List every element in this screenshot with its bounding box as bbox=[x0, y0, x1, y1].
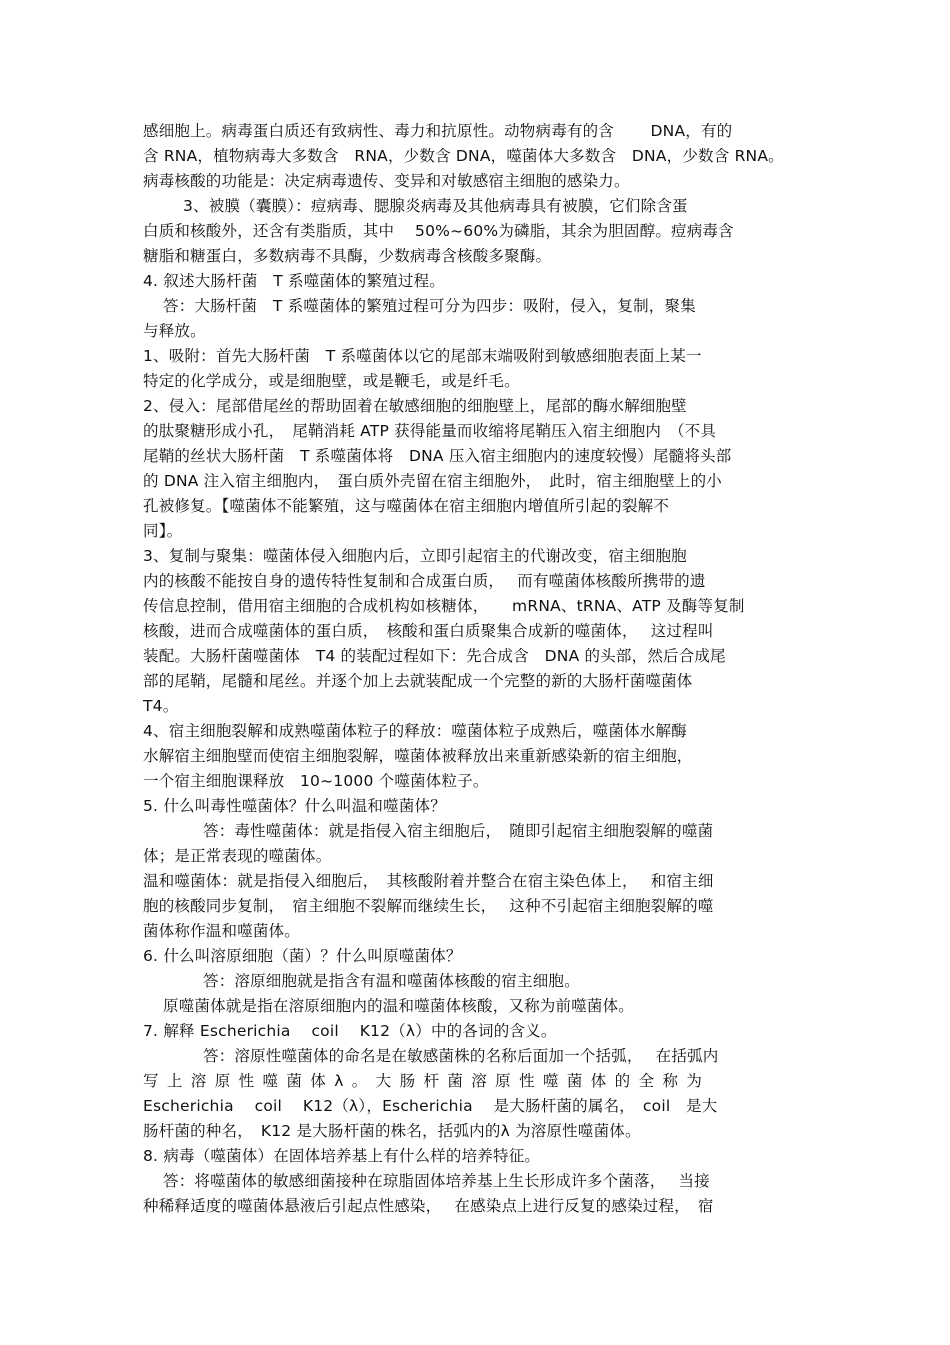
text-line: 3、被膜（囊膜）：痘病毒、腮腺炎病毒及其他病毒具有被膜，它们除含蛋 bbox=[183, 197, 688, 215]
section-heading: 6. 什么叫溶原细胞（菌）？什么叫原噬菌体？ bbox=[143, 947, 462, 965]
text-line: 含 RNA，植物病毒大多数含 RNA，少数含 DNA，噬菌体大多数含 DNA，少数含 RNA。 bbox=[143, 147, 784, 165]
text-line: 写上溶原性噬菌体λ。大肠杆菌溶原性噬菌体的全称为 bbox=[143, 1072, 711, 1090]
text-line: 3、复制与聚集：噬菌体侵入细胞内后，立即引起宿主的代谢改变，宿主细胞胞 bbox=[143, 547, 687, 565]
text-line: 2、侵入：尾部借尾丝的帮助固着在敏感细胞的细胞壁上，尾部的酶水解细胞壁 bbox=[143, 397, 687, 415]
text-line: 与释放。 bbox=[143, 322, 206, 340]
text-line: 传信息控制，借用宿主细胞的合成机构如核糖体， mRNA、tRNA、ATP 及酶等复制 bbox=[143, 597, 745, 615]
section-heading: 7. 解释 Escherichia coil K12（λ）中的各词的含义。 bbox=[143, 1022, 557, 1040]
text-line: 水解宿主细胞壁而使宿主细胞裂解，噬菌体被释放出来重新感染新的宿主细胞， bbox=[143, 747, 693, 765]
text-line: Escherichia coil K12（λ），Escherichia 是大肠杆菌的属名， coil 是大 bbox=[143, 1097, 718, 1115]
text-line: 尾鞘的丝状大肠杆菌 T 系噬菌体将 DNA 压入宿主细胞内的速度较慢）尾髓将头部 bbox=[143, 447, 732, 465]
text-line: 1、吸附：首先大肠杆菌 T 系噬菌体以它的尾部末端吸附到敏感细胞表面上某一 bbox=[143, 347, 702, 365]
text-line: 孔被修复。【噬菌体不能繁殖，这与噬菌体在宿主细胞内增值所引起的裂解不 bbox=[143, 497, 670, 515]
section-heading: 4. 叙述大肠杆菌 T 系噬菌体的繁殖过程。 bbox=[143, 272, 446, 290]
text-line: 同】。 bbox=[143, 522, 183, 540]
text-line: 菌体称作温和噬菌体。 bbox=[143, 922, 301, 940]
text-line: 一个宿主细胞课释放 10~1000 个噬菌体粒子。 bbox=[143, 772, 489, 790]
text-line: 答：毒性噬菌体：就是指侵入宿主细胞后， 随即引起宿主细胞裂解的噬菌 bbox=[203, 822, 714, 840]
text-line: 感细胞上。病毒蛋白质还有致病性、毒力和抗原性。动物病毒有的含 DNA，有的 bbox=[143, 122, 733, 140]
text-line: 胞的核酸同步复制， 宿主细胞不裂解而继续生长， 这种不引起宿主细胞裂解的噬 bbox=[143, 897, 714, 915]
text-line: 核酸，进而合成噬菌体的蛋白质， 核酸和蛋白质聚集合成新的噬菌体， 这过程叫 bbox=[143, 622, 714, 640]
text-line: 答：将噬菌体的敏感细菌接种在琼脂固体培养基上生长形成许多个菌落， 当接 bbox=[163, 1172, 710, 1190]
text-line: 糖脂和糖蛋白，多数病毒不具酶，少数病毒含核酸多聚酶。 bbox=[143, 247, 552, 265]
text-line: 肠杆菌的种名， K12 是大肠杆菌的株名，括弧内的λ 为溶原性噬菌体。 bbox=[143, 1122, 641, 1140]
text-line: 的肽聚糖形成小孔， 尾鞘消耗 ATP 获得能量而收缩将尾鞘压入宿主细胞内 （不具 bbox=[143, 422, 717, 440]
text-line: 温和噬菌体：就是指侵入细胞后， 其核酸附着并整合在宿主染色体上， 和宿主细 bbox=[143, 872, 714, 890]
text-line: 原噬菌体就是指在溶原细胞内的温和噬菌体核酸，又称为前噬菌体。 bbox=[163, 997, 635, 1015]
text-line: 装配。大肠杆菌噬菌体 T4 的装配过程如下：先合成含 DNA 的头部，然后合成尾 bbox=[143, 647, 726, 665]
text-line: 白质和核酸外，还含有类脂质，其中 50%~60%为磷脂，其余为胆固醇。痘病毒含 bbox=[143, 222, 734, 240]
section-heading: 5. 什么叫毒性噬菌体？什么叫温和噬菌体？ bbox=[143, 797, 446, 815]
text-line: 种稀释适度的噬菌体悬液后引起点性感染， 在感染点上进行反复的感染过程， 宿 bbox=[143, 1197, 714, 1215]
text-line: 答：溶原性噬菌体的命名是在敏感菌株的名称后面加一个括弧， 在括弧内 bbox=[203, 1047, 719, 1065]
text-line: 4、宿主细胞裂解和成熟噬菌体粒子的释放：噬菌体粒子成熟后，噬菌体水解酶 bbox=[143, 722, 687, 740]
text-line: 部的尾鞘，尾髓和尾丝。并逐个加上去就装配成一个完整的新的大肠杆菌噬菌体 bbox=[143, 672, 693, 690]
text-line: 内的核酸不能按自身的遗传特性复制和合成蛋白质， 而有噬菌体核酸所携带的遗 bbox=[143, 572, 706, 590]
section-heading: 8. 病毒（噬菌体）在固体培养基上有什么样的培养特征。 bbox=[143, 1147, 541, 1165]
text-line: 答：溶原细胞就是指含有温和噬菌体核酸的宿主细胞。 bbox=[203, 972, 580, 990]
text-line: 体；是正常表现的噬菌体。 bbox=[143, 847, 332, 865]
text-line: T4。 bbox=[143, 697, 179, 715]
text-line: 答：大肠杆菌 T 系噬菌体的繁殖过程可分为四步：吸附，侵入，复制，聚集 bbox=[163, 297, 696, 315]
text-line: 病毒核酸的功能是：决定病毒遗传、变异和对敏感宿主细胞的感染力。 bbox=[143, 172, 630, 190]
text-line: 特定的化学成分，或是细胞壁，或是鞭毛，或是纤毛。 bbox=[143, 372, 520, 390]
text-line: 的 DNA 注入宿主细胞内， 蛋白质外壳留在宿主细胞外， 此时，宿主细胞壁上的小 bbox=[143, 472, 722, 490]
